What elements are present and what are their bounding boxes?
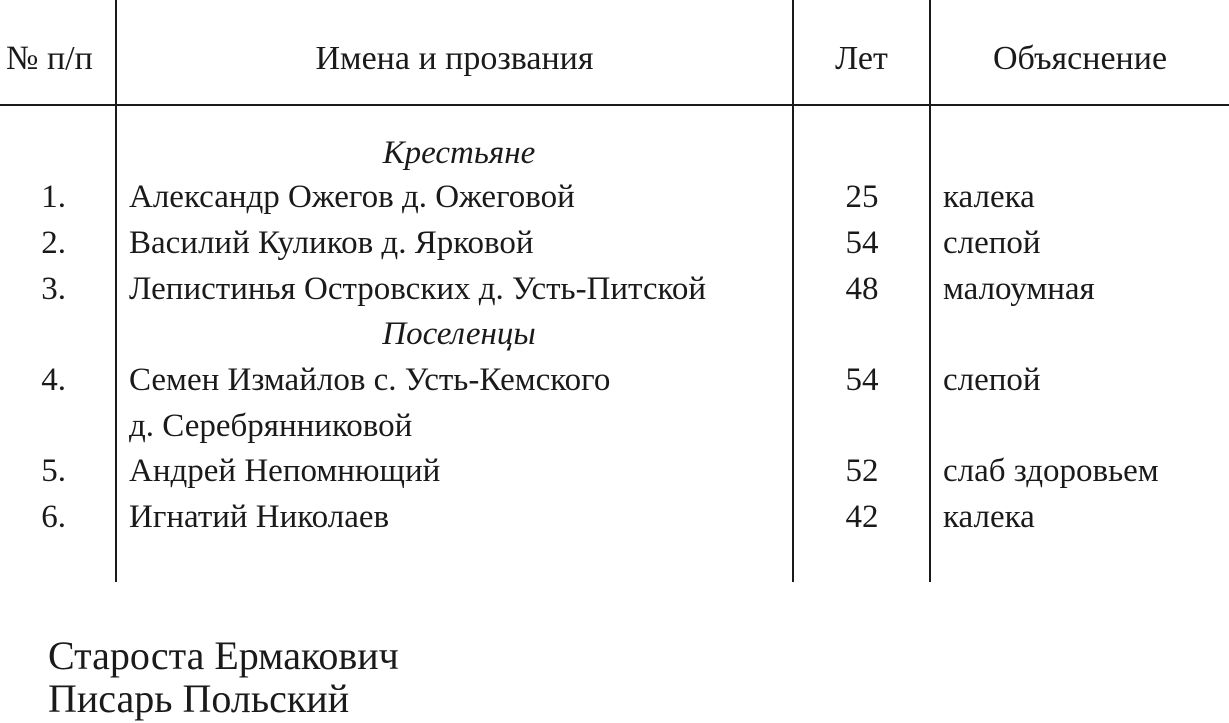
signature-clerk: Писарь Польский	[48, 676, 350, 721]
row-age: 25	[845, 179, 879, 215]
row-num: 5.	[41, 453, 66, 489]
row-name: Семен Измайлов с. Усть-Кемского	[129, 362, 611, 398]
row-explanation: калека	[943, 499, 1035, 535]
row-name-continuation: д. Серебрянниковой	[129, 408, 413, 444]
row-explanation: слепой	[943, 225, 1041, 261]
header-explanation: Объяснение	[992, 40, 1168, 77]
row-age: 48	[845, 271, 879, 307]
row-age: 54	[845, 362, 879, 398]
column-divider-3	[929, 0, 931, 582]
row-explanation: слепой	[943, 362, 1041, 398]
row-explanation: малоумная	[943, 271, 1095, 307]
row-num: 6.	[41, 499, 66, 535]
row-name: Андрей Непомнющий	[129, 453, 441, 489]
row-num: 2.	[41, 225, 66, 261]
header-rule	[0, 104, 1229, 106]
row-num: 3.	[41, 271, 66, 307]
header-age: Лет	[835, 40, 888, 77]
signature-elder: Староста Ермакович	[48, 633, 399, 678]
row-name: Игнатий Николаев	[129, 499, 390, 535]
row-num: 4.	[41, 362, 66, 398]
row-name: Александр Ожегов д. Ожеговой	[129, 179, 575, 215]
header-name: Имена и прозвания	[315, 40, 594, 77]
row-age: 54	[845, 225, 879, 261]
row-age: 52	[845, 453, 879, 489]
row-age: 42	[845, 499, 879, 535]
row-name: Василий Куликов д. Ярковой	[129, 225, 534, 261]
section-title: Крестьяне	[382, 135, 536, 171]
section-title: Поселенцы	[382, 316, 536, 352]
row-explanation: калека	[943, 179, 1035, 215]
header-num: № п/п	[6, 40, 93, 77]
row-num: 1.	[41, 179, 66, 215]
row-explanation: слаб здоровьем	[943, 453, 1159, 489]
column-divider-1	[115, 0, 117, 582]
column-divider-2	[792, 0, 794, 582]
row-name: Лепистинья Островских д. Усть-Питской	[129, 271, 707, 307]
